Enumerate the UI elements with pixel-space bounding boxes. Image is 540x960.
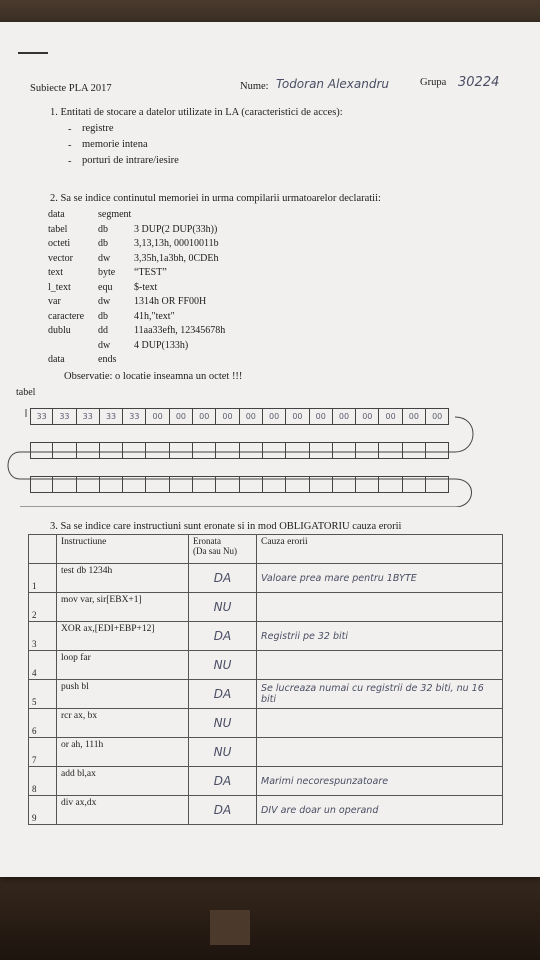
memory-cell — [100, 442, 123, 459]
instruction-cell: XOR ax,[EDI+EBP+12] — [57, 622, 189, 651]
code-line-a: text — [48, 267, 63, 278]
code-line-b: byte — [98, 267, 116, 278]
memory-cell — [77, 476, 100, 493]
memory-cell — [263, 476, 286, 493]
cause-cell — [257, 738, 503, 767]
table-row — [29, 796, 503, 825]
q3-table — [28, 534, 503, 825]
memory-cell — [356, 442, 379, 459]
memory-row-2 — [30, 442, 449, 459]
memory-cell: 00 — [310, 408, 333, 425]
q1-bullet-2: - — [68, 140, 72, 151]
cause-cell: Valoare prea mare pentru 1BYTE — [257, 564, 503, 593]
memory-cell — [356, 476, 379, 493]
memory-cell: 00 — [170, 408, 193, 425]
cause-cell — [257, 651, 503, 680]
erroneous-cell: NU — [189, 593, 257, 622]
code-line-b: dd — [98, 325, 108, 336]
cause-cell: Se lucreaza numai cu registrii de 32 biti, nu 16 biti — [257, 680, 503, 709]
memory-cell: 00 — [403, 408, 426, 425]
code-line-c: 3,35h,1a3bh, 0CDEh — [134, 252, 219, 264]
q2-title: 2. Sa se indice continutul memoriei in urma compilarii urmatoarelor declaratii: — [50, 193, 381, 204]
memory-cell — [240, 442, 263, 459]
memory-cell — [170, 476, 193, 493]
code-line-c: 1314h OR FF00H — [134, 296, 207, 307]
memory-cell — [193, 476, 216, 493]
memory-cell: 33 — [53, 408, 76, 425]
memory-cell — [379, 476, 402, 493]
memory-cell — [426, 476, 449, 493]
subject-title: Subiecte PLA 2017 — [30, 83, 112, 94]
cause-cell — [257, 593, 503, 622]
code-line-a: l_text — [48, 281, 71, 293]
header-err: Eronata (Da sau Nu) — [189, 535, 257, 564]
code-line-a: octeti — [48, 238, 71, 249]
erroneous-cell: NU — [189, 709, 257, 738]
erroneous-cell: NU — [189, 651, 257, 680]
memory-cell: 00 — [356, 408, 379, 425]
code-line-b: equ — [98, 281, 113, 293]
memory-cell — [146, 476, 169, 493]
memory-cell: 00 — [193, 408, 216, 425]
erroneous-cell: DA — [189, 796, 257, 825]
code-line-a: tabel — [48, 223, 68, 235]
row-number: 8 — [29, 767, 57, 796]
code-line-c: 4 DUP(133h) — [134, 339, 189, 351]
table-row — [29, 738, 503, 767]
memory-cell — [403, 476, 426, 493]
memory-cell — [379, 442, 402, 459]
memory-cell — [403, 442, 426, 459]
memory-cell: 33 — [123, 408, 146, 425]
erroneous-cell: DA — [189, 564, 257, 593]
instruction-cell: add bl,ax — [57, 767, 189, 796]
q1-bullet-1: - — [68, 124, 72, 135]
table-row — [29, 767, 503, 796]
name-label: Nume: — [240, 81, 269, 92]
q1-title: 1. Entitati de stocare a datelor utilizate in LA (caracteristici de acces): — [50, 107, 343, 118]
code-line-b: dw — [98, 339, 111, 351]
memory-cell — [216, 476, 239, 493]
code-line-c: 41h,"text" — [134, 310, 175, 322]
row-number: 2 — [29, 593, 57, 622]
memory-cell — [333, 476, 356, 493]
code-line-c: 11aa33efh, 12345678h — [134, 325, 226, 336]
memory-cell — [216, 442, 239, 459]
memory-cell: 33 — [77, 408, 100, 425]
code-line-c: 3 DUP(2 DUP(33h)) — [134, 223, 218, 235]
code-line-b: ends — [98, 354, 117, 365]
code-line-b: db — [98, 310, 108, 322]
memory-cell — [170, 442, 193, 459]
memory-cell — [333, 442, 356, 459]
row-number: 1 — [29, 564, 57, 593]
table-row — [29, 564, 503, 593]
pen-mark — [18, 52, 48, 54]
instruction-cell: test db 1234h — [57, 564, 189, 593]
erroneous-cell: DA — [189, 622, 257, 651]
memory-cell: 00 — [379, 408, 402, 425]
group-value: 30224 — [458, 75, 500, 90]
row-number: 5 — [29, 680, 57, 709]
memory-cell — [53, 476, 76, 493]
cause-cell: Marimi necorespunzatoare — [257, 767, 503, 796]
memory-row-1 — [30, 408, 449, 425]
memory-cell — [77, 442, 100, 459]
row-number: 9 — [29, 796, 57, 825]
memory-cell — [310, 442, 333, 459]
code-line-a: dublu — [48, 325, 71, 336]
cause-cell: DIV are doar un operand — [257, 796, 503, 825]
memory-cell — [100, 476, 123, 493]
memory-cell — [286, 442, 309, 459]
memory-cell: 00 — [240, 408, 263, 425]
table-row — [29, 622, 503, 651]
memory-cell — [53, 442, 76, 459]
memory-cell: 00 — [333, 408, 356, 425]
code-line-b: dw — [98, 296, 111, 307]
erroneous-cell: DA — [189, 767, 257, 796]
cause-cell: Registrii pe 32 biti — [257, 622, 503, 651]
memory-cell: 00 — [263, 408, 286, 425]
code-line-a: caractere — [48, 310, 85, 322]
table-row — [29, 680, 503, 709]
table-row — [29, 593, 503, 622]
table-row — [29, 651, 503, 680]
erroneous-cell: NU — [189, 738, 257, 767]
header-num-cell — [29, 535, 57, 564]
code-line-a: vector — [48, 252, 73, 264]
memory-cell: 00 — [426, 408, 449, 425]
header-instr: Instructiune — [57, 535, 189, 564]
code-line-c: $-text — [134, 281, 158, 293]
cause-cell — [257, 709, 503, 738]
memory-cell — [123, 476, 146, 493]
memory-cell — [30, 442, 53, 459]
memory-cell — [240, 476, 263, 493]
row-number: 7 — [29, 738, 57, 767]
instruction-cell: mov var, sir[EBX+1] — [57, 593, 189, 622]
code-line-b: segment — [98, 209, 132, 220]
code-line-b: db — [98, 223, 108, 235]
memory-cell: 33 — [30, 408, 53, 425]
memory-cell: 00 — [286, 408, 309, 425]
q2-note: Observatie: o locatie inseamna un octet !!! — [64, 371, 243, 382]
instruction-cell: or ah, 111h — [57, 738, 189, 767]
row-number: 3 — [29, 622, 57, 651]
q1-item-2: memorie intena — [82, 139, 148, 150]
code-line-b: db — [98, 238, 108, 249]
q3-title: 3. Sa se indice care instructiuni sunt eronate si in mod OBLIGATORIU cauza erorii — [50, 521, 402, 532]
row-number: 6 — [29, 709, 57, 738]
memory-cell — [310, 476, 333, 493]
memory-cell — [146, 442, 169, 459]
memory-cell — [286, 476, 309, 493]
row-number: 4 — [29, 651, 57, 680]
instruction-cell: div ax,dx — [57, 796, 189, 825]
memory-row-3 — [30, 476, 449, 493]
tabel-label: tabel — [16, 387, 36, 398]
q1-item-3: porturi de intrare/iesire — [82, 155, 179, 166]
code-line-c: 3,13,13h, 00010011b — [134, 238, 219, 249]
desk-notch — [210, 910, 250, 945]
memory-cell: 00 — [146, 408, 169, 425]
memory-cell — [426, 442, 449, 459]
header-cause: Cauza erorii — [257, 535, 503, 564]
memory-cell: 33 — [100, 408, 123, 425]
table-row — [29, 709, 503, 738]
erroneous-cell: DA — [189, 680, 257, 709]
code-line-a: data — [48, 209, 65, 220]
instruction-cell: rcr ax, bx — [57, 709, 189, 738]
memory-cell — [193, 442, 216, 459]
code-line-b: dw — [98, 252, 111, 264]
code-line-c: “TEST” — [134, 267, 167, 278]
code-line-a: var — [48, 296, 61, 307]
memory-cell: 00 — [216, 408, 239, 425]
memory-cell — [263, 442, 286, 459]
code-line-a: data — [48, 354, 65, 365]
memory-cell — [30, 476, 53, 493]
q3-header-row — [29, 535, 503, 564]
instruction-cell: push bl — [57, 680, 189, 709]
q1-item-1: registre — [82, 123, 114, 134]
q1-bullet-3: - — [68, 156, 72, 167]
instruction-cell: loop far — [57, 651, 189, 680]
exam-paper — [0, 22, 540, 877]
name-value: Todoran Alexandru — [276, 77, 389, 91]
group-label: Grupa — [420, 77, 447, 88]
memory-cell — [123, 442, 146, 459]
